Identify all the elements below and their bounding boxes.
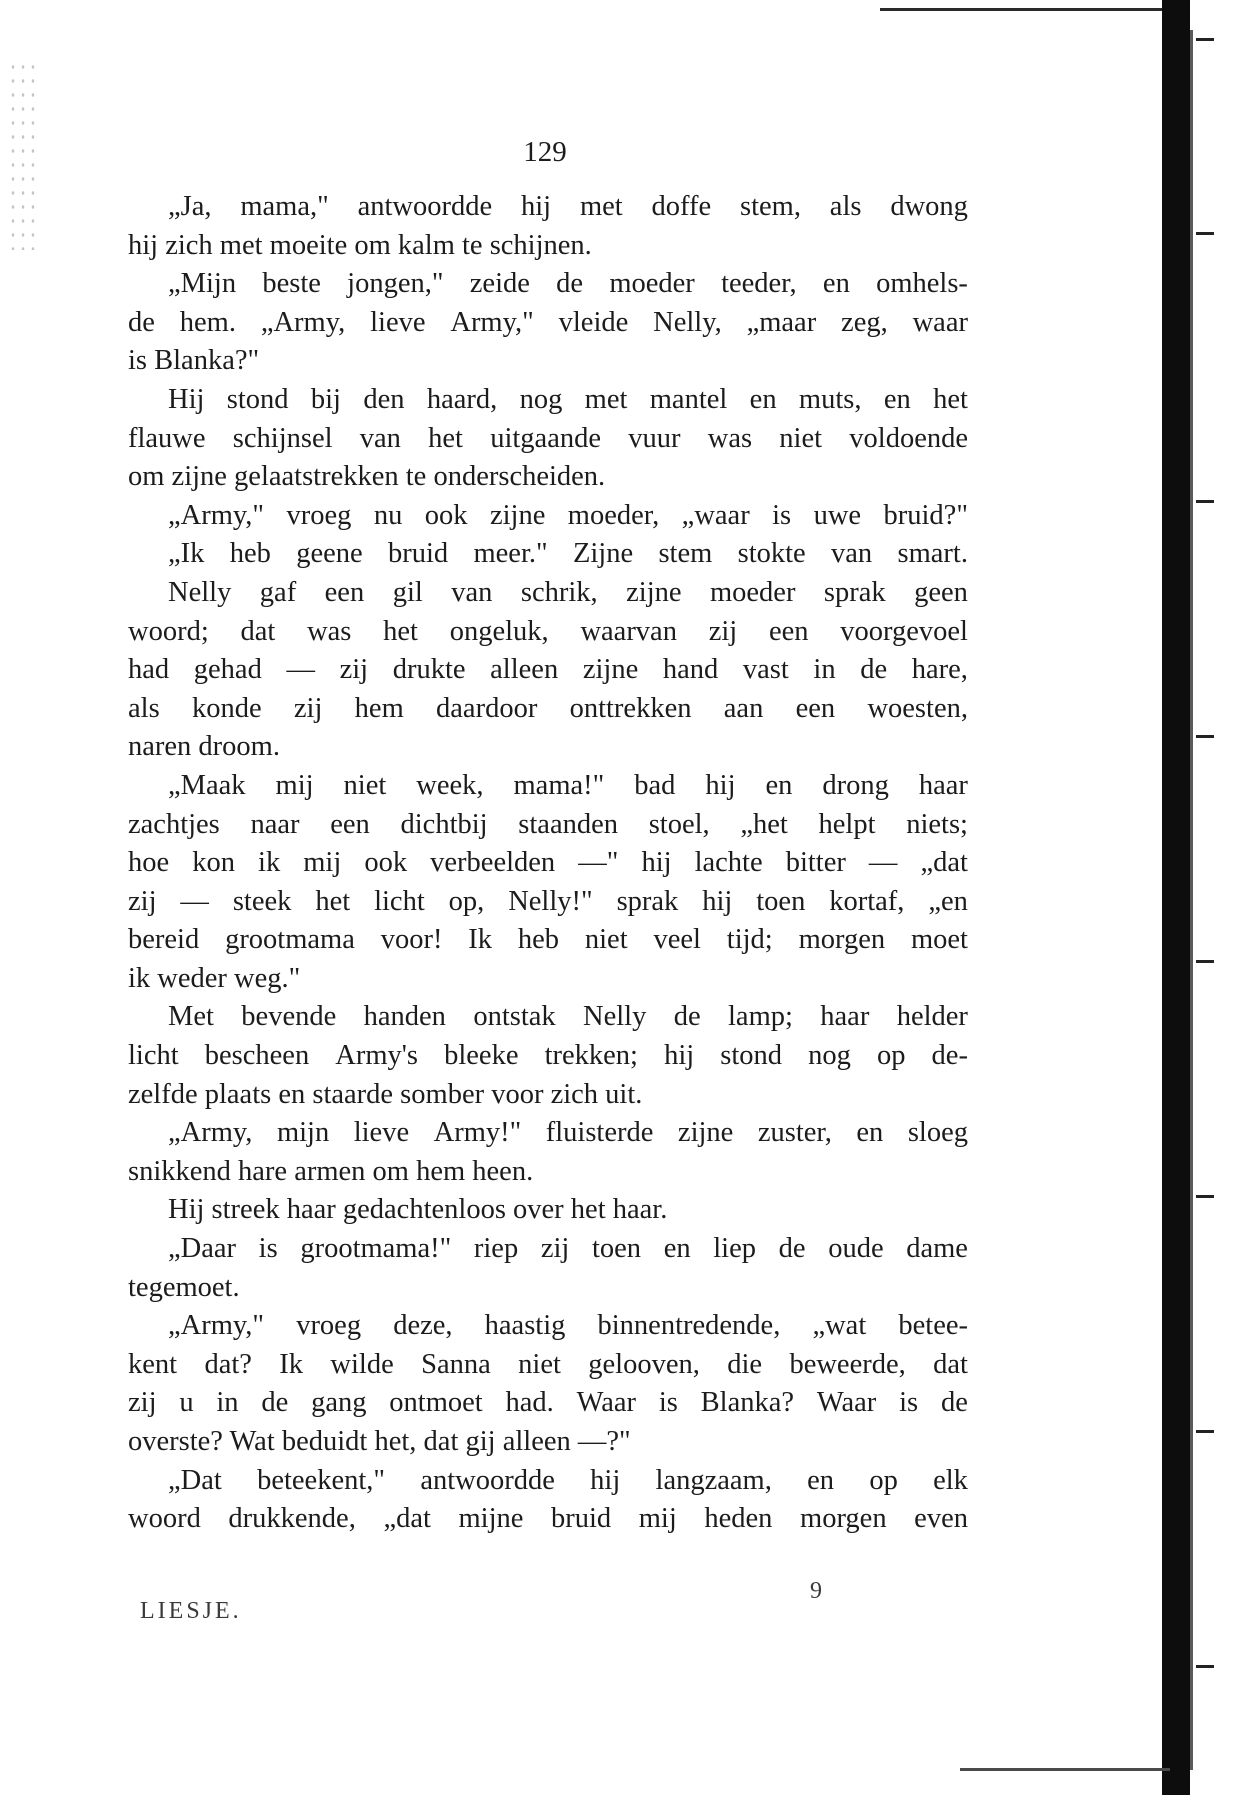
text-line: „Army," vroeg deze, haastig binnentredende, „wat betee-	[168, 1310, 968, 1342]
edge-tick	[1196, 1665, 1214, 1668]
edge-tick	[1196, 232, 1214, 235]
text-line: naren droom.	[128, 731, 280, 763]
edge-tick	[1196, 500, 1214, 503]
text-line: ik weder weg."	[128, 962, 301, 994]
text-line: licht bescheen Army's bleeke trekken; hij stond nog op de-	[128, 1040, 968, 1072]
edge-tick	[1196, 38, 1214, 41]
margin-specks	[8, 60, 38, 250]
text-line: „Ik heb geene bruid meer." Zijne stem stokte van smart.	[168, 538, 968, 570]
page-edge-bottom	[960, 1768, 1170, 1771]
text-line: „Daar is grootmama!" riep zij toen en liep de oude dame	[168, 1233, 968, 1265]
text-line: hoe kon ik mij ook verbeelden —" hij lachte bitter — „dat	[128, 847, 968, 879]
text-line: als konde zij hem daardoor onttrekken aan een woesten,	[128, 692, 968, 724]
footer-signature: LIESJE.	[140, 1598, 242, 1624]
text-line: de hem. „Army, lieve Army," vleide Nelly, „maar zeg, waar	[128, 306, 968, 338]
sheet-signature-mark: 9	[810, 1578, 822, 1604]
text-line: Hij stond bij den haard, nog met mantel en muts, en het	[168, 383, 968, 415]
text-line: had gehad — zij drukte alleen zijne hand vast in de hare,	[128, 654, 968, 686]
text-line: Met bevende handen ontstak Nelly de lamp; haar helder	[168, 1001, 968, 1033]
edge-tick	[1196, 960, 1214, 963]
text-line: woord drukkende, „dat mijne bruid mij heden morgen even	[128, 1503, 968, 1535]
text-line: tegemoet.	[128, 1271, 240, 1303]
text-line: zij — steek het licht op, Nelly!" sprak hij toen kortaf, „en	[128, 885, 968, 917]
binding-highlight	[1190, 30, 1193, 1770]
page-edge-top	[880, 8, 1170, 11]
text-line: „Army," vroeg nu ook zijne moeder, „waar is uwe bruid?"	[168, 499, 968, 531]
text-line: zelfde plaats en staarde somber voor zich uit.	[128, 1078, 643, 1110]
binding-edge	[1162, 0, 1190, 1795]
text-line: „Army, mijn lieve Army!" fluisterde zijne zuster, en sloeg	[168, 1117, 968, 1149]
text-line: zij u in de gang ontmoet had. Waar is Blanka? Waar is de	[128, 1387, 968, 1419]
text-line: overste? Wat beduidt het, dat gij alleen —?"	[128, 1426, 631, 1457]
text-line: „Dat beteekent," antwoordde hij langzaam, en op elk	[168, 1464, 968, 1496]
edge-tick	[1196, 1195, 1214, 1198]
text-line: zachtjes naar een dichtbij staanden stoel, „het helpt niets;	[128, 808, 968, 840]
text-line: flauwe schijnsel van het uitgaande vuur was niet voldoende	[128, 422, 968, 454]
text-line: snikkend hare armen om hem heen.	[128, 1155, 534, 1187]
text-line: om zijne gelaatstrekken te onderscheiden.	[128, 461, 606, 493]
text-line: kent dat? Ik wilde Sanna niet gelooven, die beweerde, dat	[128, 1348, 968, 1380]
body-text	[128, 188, 968, 1539]
text-line: bereid grootmama voor! Ik heb niet veel tijd; morgen moet	[128, 924, 968, 956]
edge-tick	[1196, 735, 1214, 738]
text-line: „Maak mij niet week, mama!" bad hij en drong haar	[168, 769, 968, 801]
text-line: is Blanka?"	[128, 345, 260, 377]
edge-tick	[1196, 1430, 1214, 1433]
text-line: „Ja, mama," antwoordde hij met doffe stem, als dwong	[168, 191, 968, 222]
text-line: woord; dat was het ongeluk, waarvan zij een voorgevoel	[128, 615, 968, 647]
text-line: Nelly gaf een gil van schrik, zijne moeder sprak geen	[168, 576, 968, 608]
text-line: „Mijn beste jongen," zeide de moeder teeder, en omhels-	[168, 268, 968, 300]
text-line: hij zich met moeite om kalm te schijnen.	[128, 229, 592, 261]
text-line: Hij streek haar gedachtenloos over het haar.	[168, 1194, 668, 1226]
page-number: 129	[523, 136, 567, 168]
